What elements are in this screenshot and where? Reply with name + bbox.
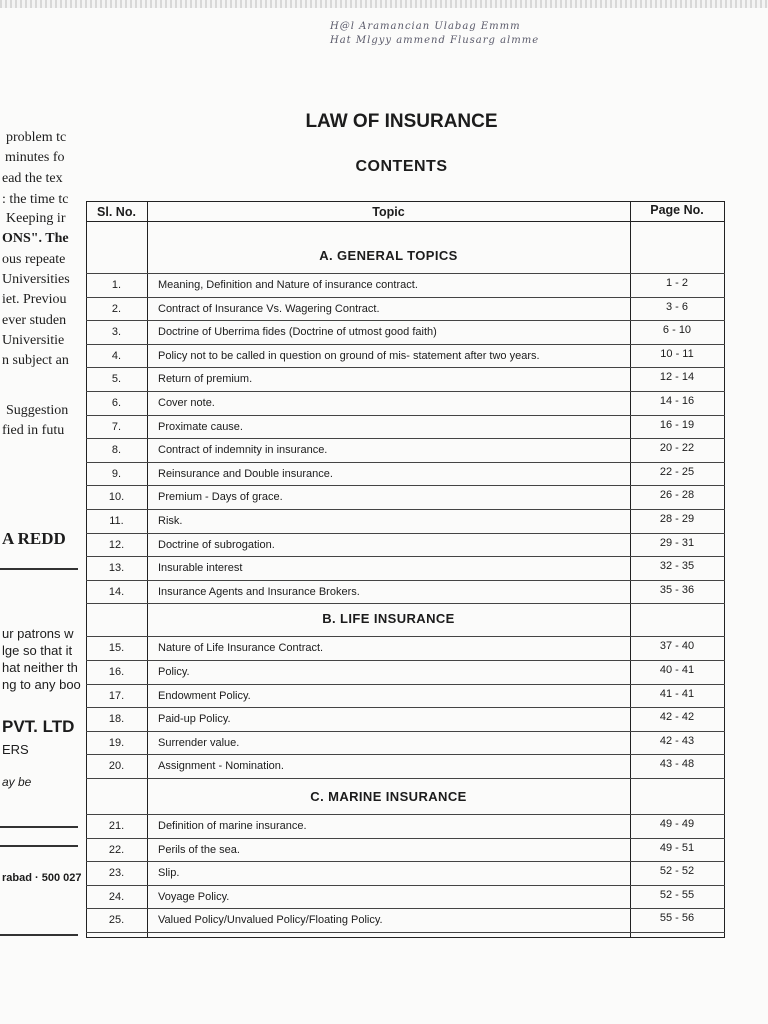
- section-heading: B. LIFE INSURANCE: [322, 611, 455, 627]
- row-pages: 55 - 56: [659, 912, 695, 924]
- row-number: 11.: [109, 515, 124, 527]
- row-divider: [86, 932, 725, 933]
- row-number: 12.: [108, 539, 125, 551]
- row-topic: Contract of indemnity in insurance.: [158, 444, 328, 456]
- row-pages: 12 - 14: [659, 371, 695, 383]
- row-divider: [86, 485, 725, 486]
- row-pages: 20 - 22: [659, 442, 695, 454]
- row-divider: [86, 344, 725, 345]
- row-divider: [86, 367, 725, 368]
- handwritten-note: [330, 20, 630, 48]
- row-number: 5.: [111, 373, 122, 385]
- row-pages: 26 - 28: [659, 489, 695, 501]
- margin-fragment: iet. Previou: [2, 292, 67, 307]
- row-pages: 14 - 16: [659, 395, 695, 407]
- margin-fragment: hat neither th: [2, 660, 78, 675]
- row-topic: Definition of marine insurance.: [158, 820, 307, 832]
- margin-fragment: ONS". The: [2, 231, 69, 246]
- row-number: 1.: [111, 279, 122, 291]
- row-number: 10.: [108, 491, 125, 503]
- row-number: 7.: [111, 421, 122, 433]
- margin-fragment: Universities: [2, 272, 70, 287]
- row-pages: 28 - 29: [659, 513, 695, 525]
- row-topic: Nature of Life Insurance Contract.: [158, 642, 324, 654]
- row-pages: 22 - 25: [659, 466, 695, 478]
- margin-fragment: Keeping ir: [6, 211, 66, 226]
- row-divider: [86, 580, 725, 581]
- row-divider: [86, 603, 725, 604]
- section-divider: [86, 814, 725, 815]
- row-divider: [86, 684, 725, 685]
- row-number: 15.: [108, 642, 125, 654]
- row-pages: 49 - 51: [659, 842, 695, 854]
- row-divider: [86, 320, 725, 321]
- row-divider: [86, 707, 725, 708]
- margin-fragment: rabad · 500 027: [2, 872, 82, 884]
- row-topic: Premium - Days of grace.: [158, 491, 283, 503]
- row-topic: Doctrine of Uberrima fides (Doctrine of utmost good faith): [158, 326, 437, 338]
- row-pages: 29 - 31: [659, 537, 695, 549]
- table-border-right: [724, 201, 725, 938]
- row-divider: [86, 660, 725, 661]
- row-pages: 40 - 41: [659, 664, 695, 676]
- row-topic: Return of premium.: [158, 373, 253, 385]
- row-number: 2.: [111, 303, 122, 315]
- row-pages: 42 - 42: [659, 711, 695, 723]
- row-divider: [86, 778, 725, 779]
- row-divider: [86, 754, 725, 755]
- column-header-topic: Topic: [372, 205, 405, 219]
- column-header-page-no: Page No.: [650, 203, 704, 217]
- handwritten-line: H@l Aramancian Ulabag Emmm: [330, 21, 521, 32]
- column-header-sl-no: Sl. No.: [97, 205, 136, 219]
- row-number: 22.: [108, 844, 125, 856]
- row-topic: Cover note.: [158, 397, 215, 409]
- row-topic: Insurance Agents and Insurance Brokers.: [158, 586, 360, 598]
- row-pages: 37 - 40: [659, 640, 695, 652]
- margin-fragment: minutes fo: [5, 150, 65, 165]
- row-number: 24.: [108, 891, 125, 903]
- row-number: 3.: [111, 326, 122, 338]
- row-pages: 52 - 55: [659, 889, 695, 901]
- row-number: 16.: [108, 666, 125, 678]
- table-top-border: [86, 201, 725, 202]
- row-topic: Meaning, Definition and Nature of insurance contract.: [158, 279, 418, 291]
- row-topic: Policy not to be called in question on ground of mis- statement after two years.: [158, 350, 540, 362]
- row-topic: Perils of the sea.: [158, 844, 240, 856]
- row-topic: Endowment Policy.: [158, 690, 251, 702]
- row-topic: Doctrine of subrogation.: [158, 539, 275, 551]
- row-topic: Risk.: [158, 515, 183, 527]
- row-divider: [86, 533, 725, 534]
- row-number: 8.: [111, 444, 122, 456]
- margin-fragment: ead the tex: [2, 171, 63, 186]
- row-pages: 52 - 52: [659, 865, 695, 877]
- row-divider: [86, 731, 725, 732]
- fragment-rule: [0, 845, 78, 847]
- margin-fragment: Suggestion: [6, 403, 69, 418]
- row-number: 19.: [108, 737, 125, 749]
- row-number: 18.: [108, 713, 125, 725]
- row-topic: Surrender value.: [158, 737, 240, 749]
- margin-fragment: lge so that it: [2, 643, 73, 658]
- margin-fragment: PVT. LTD: [2, 717, 75, 736]
- row-divider: [86, 885, 725, 886]
- row-topic: Voyage Policy.: [158, 891, 230, 903]
- margin-fragment: ur patrons w: [2, 626, 74, 641]
- previous-page-fragments: [0, 0, 92, 1024]
- row-topic: Contract of Insurance Vs. Wagering Contract.: [158, 303, 380, 315]
- contents-table: [86, 201, 725, 938]
- column-divider: [147, 201, 148, 938]
- row-number: 13.: [108, 562, 125, 574]
- row-divider: [86, 838, 725, 839]
- section-divider: [86, 273, 725, 274]
- row-topic: Slip.: [158, 867, 180, 879]
- margin-fragment: problem tc: [6, 130, 67, 145]
- margin-fragment: ever studen: [2, 313, 67, 328]
- row-pages: 1 - 2: [665, 277, 688, 289]
- fragment-rule: [0, 568, 78, 570]
- row-pages: 6 - 10: [662, 324, 692, 336]
- row-topic: Reinsurance and Double insurance.: [158, 468, 333, 480]
- row-pages: 32 - 35: [659, 560, 695, 572]
- section-heading: C. MARINE INSURANCE: [310, 789, 467, 804]
- row-number: 21.: [108, 820, 125, 832]
- handwritten-line: Hat Mlgyy ammend Flusarg almme: [330, 35, 540, 46]
- margin-fragment: ng to any boo: [2, 677, 81, 692]
- row-divider: [86, 861, 725, 862]
- margin-fragment: : the time tc: [2, 192, 69, 207]
- margin-fragment: A REDD: [2, 529, 66, 548]
- row-number: 20.: [108, 760, 125, 772]
- margin-fragment: fied in futu: [2, 423, 65, 438]
- row-divider: [86, 297, 725, 298]
- fragment-rule: [0, 826, 78, 828]
- row-number: 9.: [111, 468, 122, 480]
- row-pages: 16 - 19: [659, 419, 695, 431]
- row-pages: 43 - 48: [659, 758, 695, 770]
- row-number: 4.: [111, 350, 122, 362]
- scan-edge: [0, 0, 768, 8]
- row-divider: [86, 509, 725, 510]
- section-divider: [86, 636, 725, 637]
- row-number: 17.: [108, 690, 125, 702]
- row-number: 6.: [111, 397, 122, 409]
- row-divider: [86, 908, 725, 909]
- margin-fragment: Universitie: [2, 333, 65, 348]
- row-divider: [86, 438, 725, 439]
- row-number: 23.: [108, 867, 125, 879]
- margin-fragment: n subject an: [2, 353, 69, 368]
- row-pages: 3 - 6: [665, 301, 688, 313]
- row-topic: Policy.: [158, 666, 190, 678]
- section-heading: A. GENERAL TOPICS: [319, 248, 458, 263]
- row-pages: 42 - 43: [659, 735, 695, 747]
- row-number: 25.: [108, 914, 125, 926]
- row-divider: [86, 415, 725, 416]
- row-pages: 35 - 36: [659, 584, 695, 596]
- contents-heading: CONTENTS: [355, 158, 448, 175]
- fragment-rule: [0, 934, 78, 936]
- table-bottom-border: [86, 937, 725, 938]
- row-topic: Valued Policy/Unvalued Policy/Floating Policy.: [158, 914, 383, 926]
- row-divider: [86, 556, 725, 557]
- margin-fragment: ous repeate: [2, 252, 66, 267]
- row-topic: Insurable interest: [158, 562, 243, 574]
- row-number: 14.: [108, 586, 125, 598]
- row-divider: [86, 462, 725, 463]
- header-divider: [86, 221, 725, 222]
- row-pages: 10 - 11: [660, 348, 694, 360]
- row-pages: 49 - 49: [659, 818, 695, 830]
- row-topic: Assignment - Nomination.: [158, 760, 284, 772]
- margin-fragment: ay be: [2, 775, 32, 789]
- row-pages: 41 - 41: [659, 688, 695, 700]
- row-topic: Proximate cause.: [158, 421, 243, 433]
- margin-fragment: ERS: [2, 742, 29, 757]
- document-title: LAW OF INSURANCE: [305, 111, 498, 132]
- row-topic: Paid-up Policy.: [158, 713, 231, 725]
- row-divider: [86, 391, 725, 392]
